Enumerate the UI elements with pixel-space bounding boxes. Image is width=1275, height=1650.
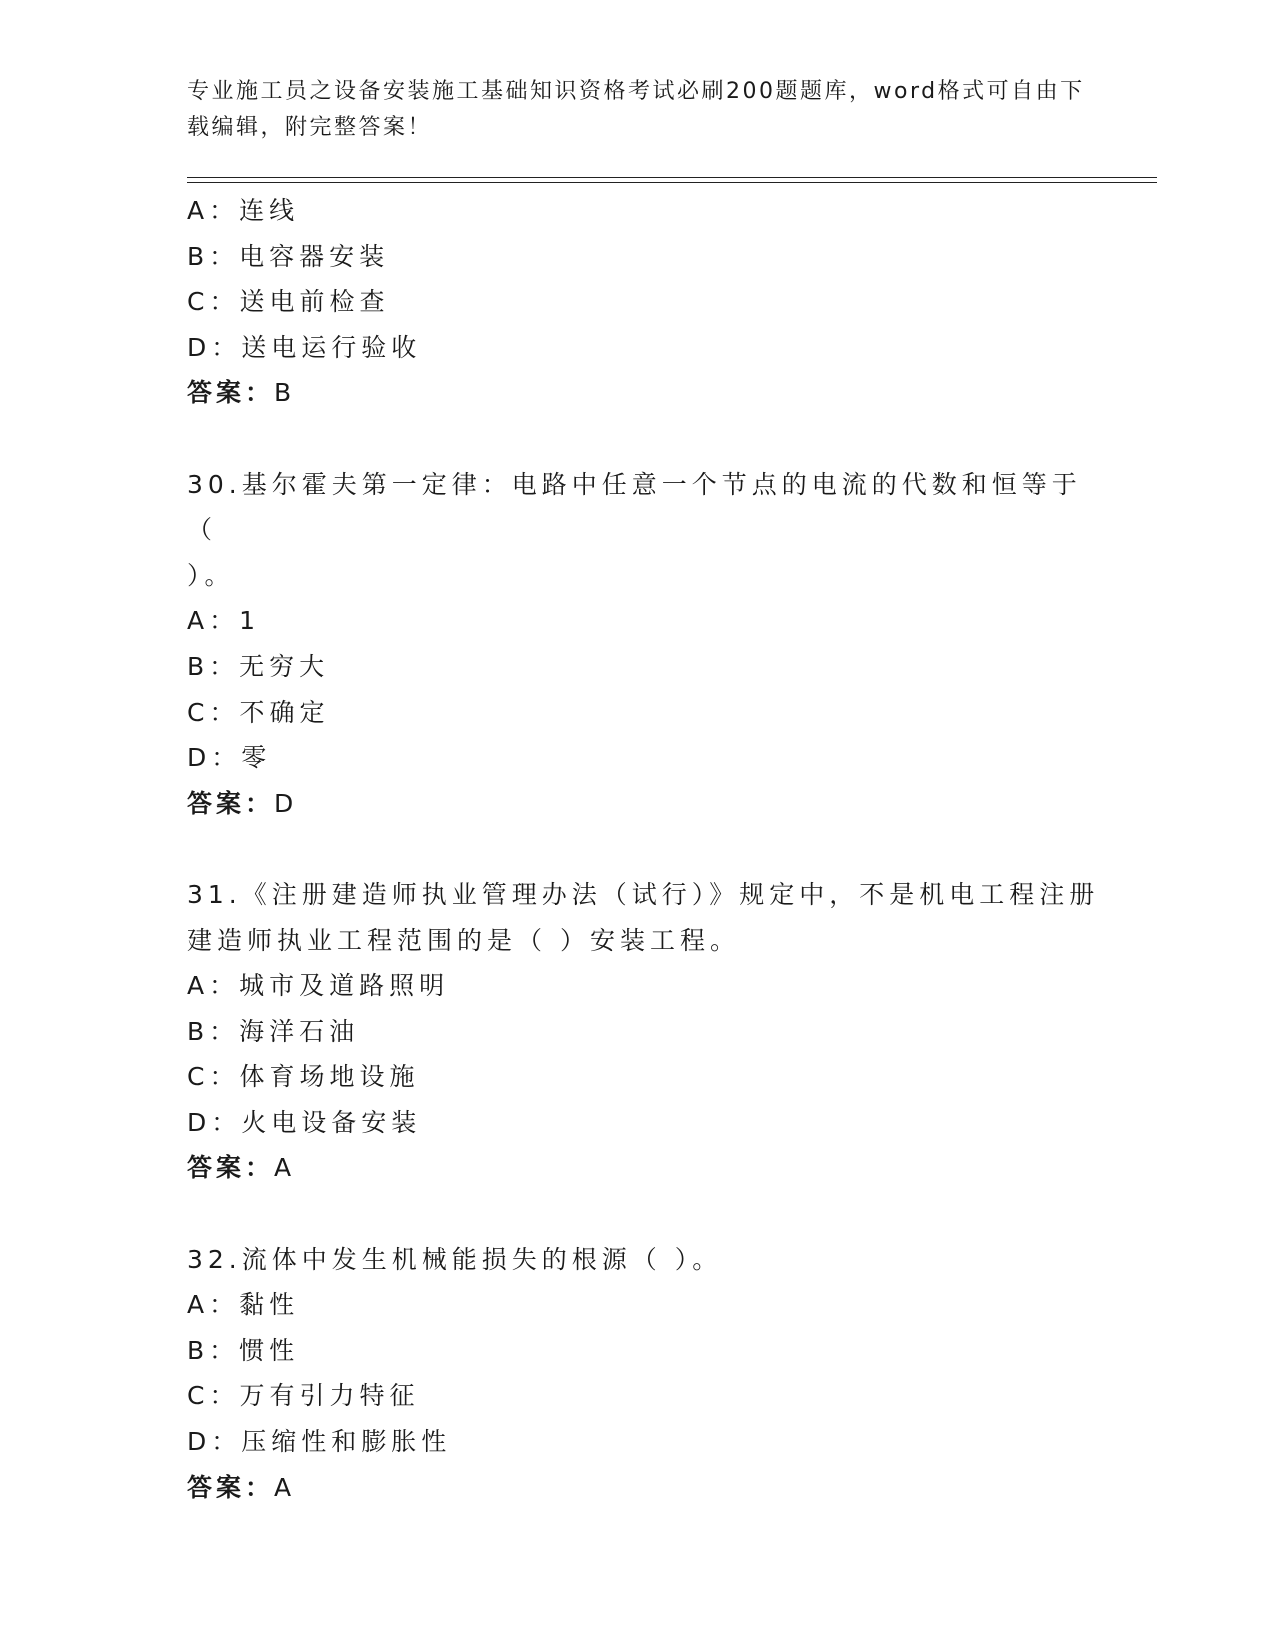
document-header-title: 专业施工员之设备安装施工基础知识资格考试必刷200题题库，word格式可自由下载编辑，附完整答案！ [187, 79, 1085, 140]
question-block-30 [187, 462, 1107, 827]
answer-label: 答案： [187, 1153, 275, 1183]
answer-label: 答案： [187, 378, 275, 408]
option-d: D：压缩性和膨胀性 [187, 1427, 452, 1457]
answer-value: A [274, 1153, 293, 1183]
header-divider-bottom [187, 182, 1157, 183]
header-divider-top [187, 177, 1157, 178]
option-a: A：连线 [187, 196, 300, 225]
question-stem-line: 30.基尔霍夫第一定律：电路中任意一个节点的电流的代数和恒等于（ [187, 469, 1082, 545]
answer-line [187, 1145, 1107, 1191]
answer-value: B [274, 378, 293, 408]
question-spacer [187, 1191, 1107, 1237]
answer-value: A [274, 1472, 293, 1502]
option-a: A：城市及道路照明 [187, 971, 450, 1001]
question-stem-line: 31.《注册建造师执业管理办法（试行）》规定中，不是机电工程注册 [187, 879, 1100, 909]
question-block-32 [187, 1237, 1107, 1511]
answer-line [187, 370, 1107, 416]
option-a: A：黏性 [187, 1290, 300, 1320]
question-block-31 [187, 872, 1107, 1191]
option-b: B：无穷大 [187, 651, 330, 681]
answer-line [187, 781, 1107, 827]
question-spacer [187, 416, 1107, 462]
option-c: C：万有引力特征 [187, 1381, 420, 1411]
option-c: C：送电前检查 [187, 287, 390, 317]
option-b: B：电容器安装 [187, 241, 390, 271]
question-spacer [187, 826, 1107, 872]
option-b: B：海洋石油 [187, 1016, 360, 1046]
question-stem-line: ）。 [187, 560, 235, 590]
option-d: D：火电设备安装 [187, 1107, 422, 1137]
option-d: D：零 [187, 743, 272, 773]
question-stem-line: 32.流体中发生机械能损失的根源（ ）。 [187, 1244, 723, 1274]
question-stem-line: 建造师执业工程范围的是（ ）安装工程。 [187, 925, 740, 955]
option-b: B：惯性 [187, 1335, 300, 1365]
option-d: D：送电运行验收 [187, 332, 422, 362]
answer-label: 答案： [187, 1472, 275, 1502]
question-list [187, 188, 1107, 1510]
answer-line [187, 1465, 1107, 1511]
question-block-partial [187, 188, 1107, 416]
option-c: C：不确定 [187, 697, 330, 727]
option-c: C：体育场地设施 [187, 1062, 420, 1092]
answer-value: D [274, 788, 295, 818]
answer-label: 答案： [187, 788, 275, 818]
option-a: A：1 [187, 606, 261, 636]
